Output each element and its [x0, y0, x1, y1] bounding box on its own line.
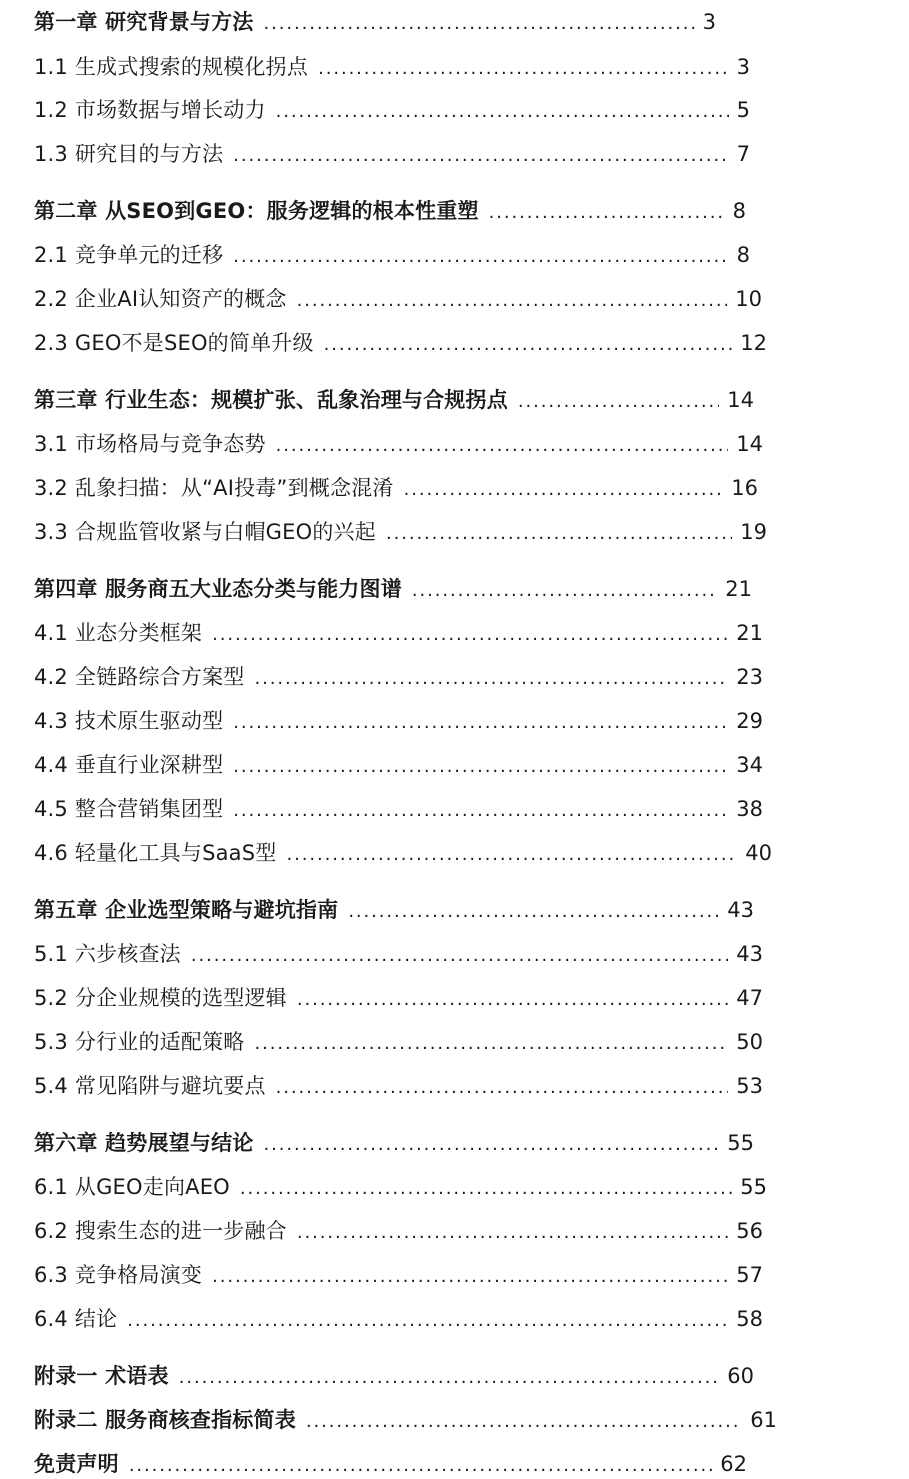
dot-leader — [404, 473, 724, 503]
toc-entry-title: 3.3 合规监管收紧与白帽GEO的兴起 — [34, 520, 376, 544]
dot-leader — [233, 139, 728, 169]
toc-entry-page-number: 5 — [736, 98, 750, 122]
toc-entry-title: 4.5 整合营销集团型 — [34, 797, 224, 821]
toc-chapter-entry[interactable] — [34, 385, 754, 415]
dot-leader — [240, 1172, 732, 1202]
toc-entry-page-number: 12 — [740, 331, 767, 355]
toc-entry-title: 1.1 生成式搜索的规模化拐点 — [34, 55, 309, 79]
toc-entry-title: 3.1 市场格局与竞争态势 — [34, 432, 266, 456]
dot-leader — [212, 1260, 728, 1290]
dot-leader — [264, 1128, 720, 1158]
dot-leader — [179, 1361, 720, 1391]
toc-section-entry[interactable] — [34, 139, 750, 169]
toc-entry-title: 4.2 全链路综合方案型 — [34, 665, 245, 689]
toc-section-entry[interactable] — [34, 1260, 763, 1290]
toc-section-entry[interactable] — [34, 429, 763, 459]
toc-entry-title: 1.2 市场数据与增长动力 — [34, 98, 266, 122]
toc-entry-page-number: 43 — [736, 942, 763, 966]
toc-entry-page-number: 23 — [736, 665, 763, 689]
toc-entry-page-number: 62 — [720, 1452, 747, 1476]
toc-entry-title: 免责声明 — [34, 1452, 119, 1476]
dot-leader — [264, 7, 695, 37]
dot-leader — [297, 284, 728, 314]
toc-section-entry[interactable] — [34, 618, 763, 648]
toc-section-entry[interactable] — [34, 1071, 763, 1101]
toc-entry-page-number: 14 — [736, 432, 763, 456]
dot-leader — [276, 1071, 729, 1101]
toc-chapter-entry[interactable] — [34, 1128, 754, 1158]
toc-entry-page-number: 38 — [736, 797, 763, 821]
toc-entry-title: 2.2 企业AI认知资产的概念 — [34, 287, 287, 311]
toc-entry-title: 4.6 轻量化工具与SaaS型 — [34, 841, 277, 865]
toc-entry-page-number: 61 — [750, 1408, 777, 1432]
dot-leader — [276, 429, 729, 459]
toc-section-entry[interactable] — [34, 750, 763, 780]
toc-entry-title: 4.3 技术原生驱动型 — [34, 709, 224, 733]
toc-entry-page-number: 60 — [727, 1364, 754, 1388]
toc-entry-page-number: 43 — [727, 898, 754, 922]
toc-entry-page-number: 29 — [736, 709, 763, 733]
toc-entry-title: 6.1 从GEO走向AEO — [34, 1175, 230, 1199]
toc-chapter-entry[interactable] — [34, 895, 754, 925]
dot-leader — [233, 240, 728, 270]
toc-entry-title: 5.3 分行业的适配策略 — [34, 1030, 245, 1054]
toc-chapter-entry[interactable] — [34, 1361, 754, 1391]
toc-entry-page-number: 8 — [732, 199, 746, 223]
toc-section-entry[interactable] — [34, 794, 763, 824]
dot-leader — [489, 196, 725, 226]
toc-entry-title: 2.3 GEO不是SEO的简单升级 — [34, 331, 314, 355]
toc-entry-page-number: 21 — [736, 621, 763, 645]
toc-section-entry[interactable] — [34, 1304, 763, 1334]
toc-entry-title: 第六章 趋势展望与结论 — [34, 1131, 254, 1155]
toc-entry-page-number: 40 — [745, 841, 772, 865]
toc-entry-page-number: 56 — [736, 1219, 763, 1243]
dot-leader — [276, 95, 729, 125]
toc-entry-page-number: 34 — [736, 753, 763, 777]
dot-leader — [233, 706, 728, 736]
toc-chapter-entry[interactable] — [34, 7, 716, 37]
toc-entry-title: 6.4 结论 — [34, 1307, 118, 1331]
toc-entry-page-number: 55 — [727, 1131, 754, 1155]
dot-leader — [233, 794, 728, 824]
dot-leader — [318, 52, 729, 82]
dot-leader — [412, 574, 717, 604]
toc-entry-title: 5.4 常见陷阱与避坑要点 — [34, 1074, 266, 1098]
toc-entry-title: 6.3 竞争格局演变 — [34, 1263, 203, 1287]
toc-entry-page-number: 53 — [736, 1074, 763, 1098]
dot-leader — [254, 662, 728, 692]
toc-entry-title: 3.2 乱象扫描：从“AI投毒”到概念混淆 — [34, 476, 394, 500]
dot-leader — [254, 1027, 728, 1057]
toc-entry-page-number: 55 — [740, 1175, 767, 1199]
toc-section-entry[interactable] — [34, 517, 767, 547]
toc-entry-page-number: 19 — [740, 520, 767, 544]
dot-leader — [297, 983, 728, 1013]
toc-section-entry[interactable] — [34, 240, 750, 270]
dot-leader — [324, 328, 733, 358]
toc-entry-page-number: 50 — [736, 1030, 763, 1054]
toc-entry-title: 第二章 从SEO到GEO：服务逻辑的根本性重塑 — [34, 199, 479, 223]
toc-section-entry[interactable] — [34, 1216, 763, 1246]
toc-entry-title: 4.1 业态分类框架 — [34, 621, 203, 645]
dot-leader — [386, 517, 732, 547]
toc-entry-page-number: 16 — [731, 476, 758, 500]
toc-chapter-entry[interactable] — [34, 574, 752, 604]
toc-chapter-entry[interactable] — [34, 196, 746, 226]
toc-entry-title: 第五章 企业选型策略与避坑指南 — [34, 898, 339, 922]
toc-section-entry[interactable] — [34, 662, 763, 692]
toc-section-entry[interactable] — [34, 1027, 763, 1057]
toc-entry-title: 附录二 服务商核查指标简表 — [34, 1408, 296, 1432]
toc-section-entry[interactable] — [34, 1172, 767, 1202]
toc-chapter-entry[interactable] — [34, 1405, 777, 1435]
table-of-contents — [34, 0, 834, 1474]
toc-section-entry[interactable] — [34, 95, 750, 125]
toc-entry-page-number: 57 — [736, 1263, 763, 1287]
toc-entry-page-number: 10 — [735, 287, 762, 311]
toc-section-entry[interactable] — [34, 983, 763, 1013]
toc-section-entry[interactable] — [34, 473, 758, 503]
toc-entry-title: 5.2 分企业规模的选型逻辑 — [34, 986, 287, 1010]
toc-section-entry[interactable] — [34, 328, 767, 358]
toc-entry-title: 6.2 搜索生态的进一步融合 — [34, 1219, 287, 1243]
toc-entry-title: 2.1 竞争单元的迁移 — [34, 243, 224, 267]
dot-leader — [348, 895, 719, 925]
toc-entry-page-number: 7 — [736, 142, 750, 166]
dot-leader — [306, 1405, 742, 1435]
toc-entry-page-number: 8 — [736, 243, 750, 267]
toc-entry-title: 5.1 六步核查法 — [34, 942, 181, 966]
toc-section-entry[interactable] — [34, 284, 762, 314]
dot-leader — [127, 1304, 728, 1334]
toc-entry-title: 1.3 研究目的与方法 — [34, 142, 224, 166]
toc-entry-page-number: 58 — [736, 1307, 763, 1331]
toc-entry-page-number: 21 — [725, 577, 752, 601]
dot-leader — [518, 385, 719, 415]
toc-entry-page-number: 47 — [736, 986, 763, 1010]
dot-leader — [233, 750, 728, 780]
dot-leader — [286, 838, 737, 868]
toc-entry-page-number: 3 — [702, 10, 716, 34]
toc-entry-title: 第一章 研究背景与方法 — [34, 10, 254, 34]
toc-section-entry[interactable] — [34, 838, 772, 868]
toc-section-entry[interactable] — [34, 939, 763, 969]
toc-entry-page-number: 14 — [727, 388, 754, 412]
dot-leader — [191, 939, 728, 969]
toc-entry-title: 4.4 垂直行业深耕型 — [34, 753, 224, 777]
toc-entry-title: 第四章 服务商五大业态分类与能力图谱 — [34, 577, 402, 601]
toc-section-entry[interactable] — [34, 52, 750, 82]
toc-chapter-entry[interactable] — [34, 1449, 747, 1479]
dot-leader — [212, 618, 728, 648]
toc-entry-page-number: 3 — [736, 55, 750, 79]
toc-section-entry[interactable] — [34, 706, 763, 736]
dot-leader — [129, 1449, 712, 1479]
toc-entry-title: 第三章 行业生态：规模扩张、乱象治理与合规拐点 — [34, 388, 508, 412]
dot-leader — [297, 1216, 728, 1246]
toc-entry-title: 附录一 术语表 — [34, 1364, 169, 1388]
